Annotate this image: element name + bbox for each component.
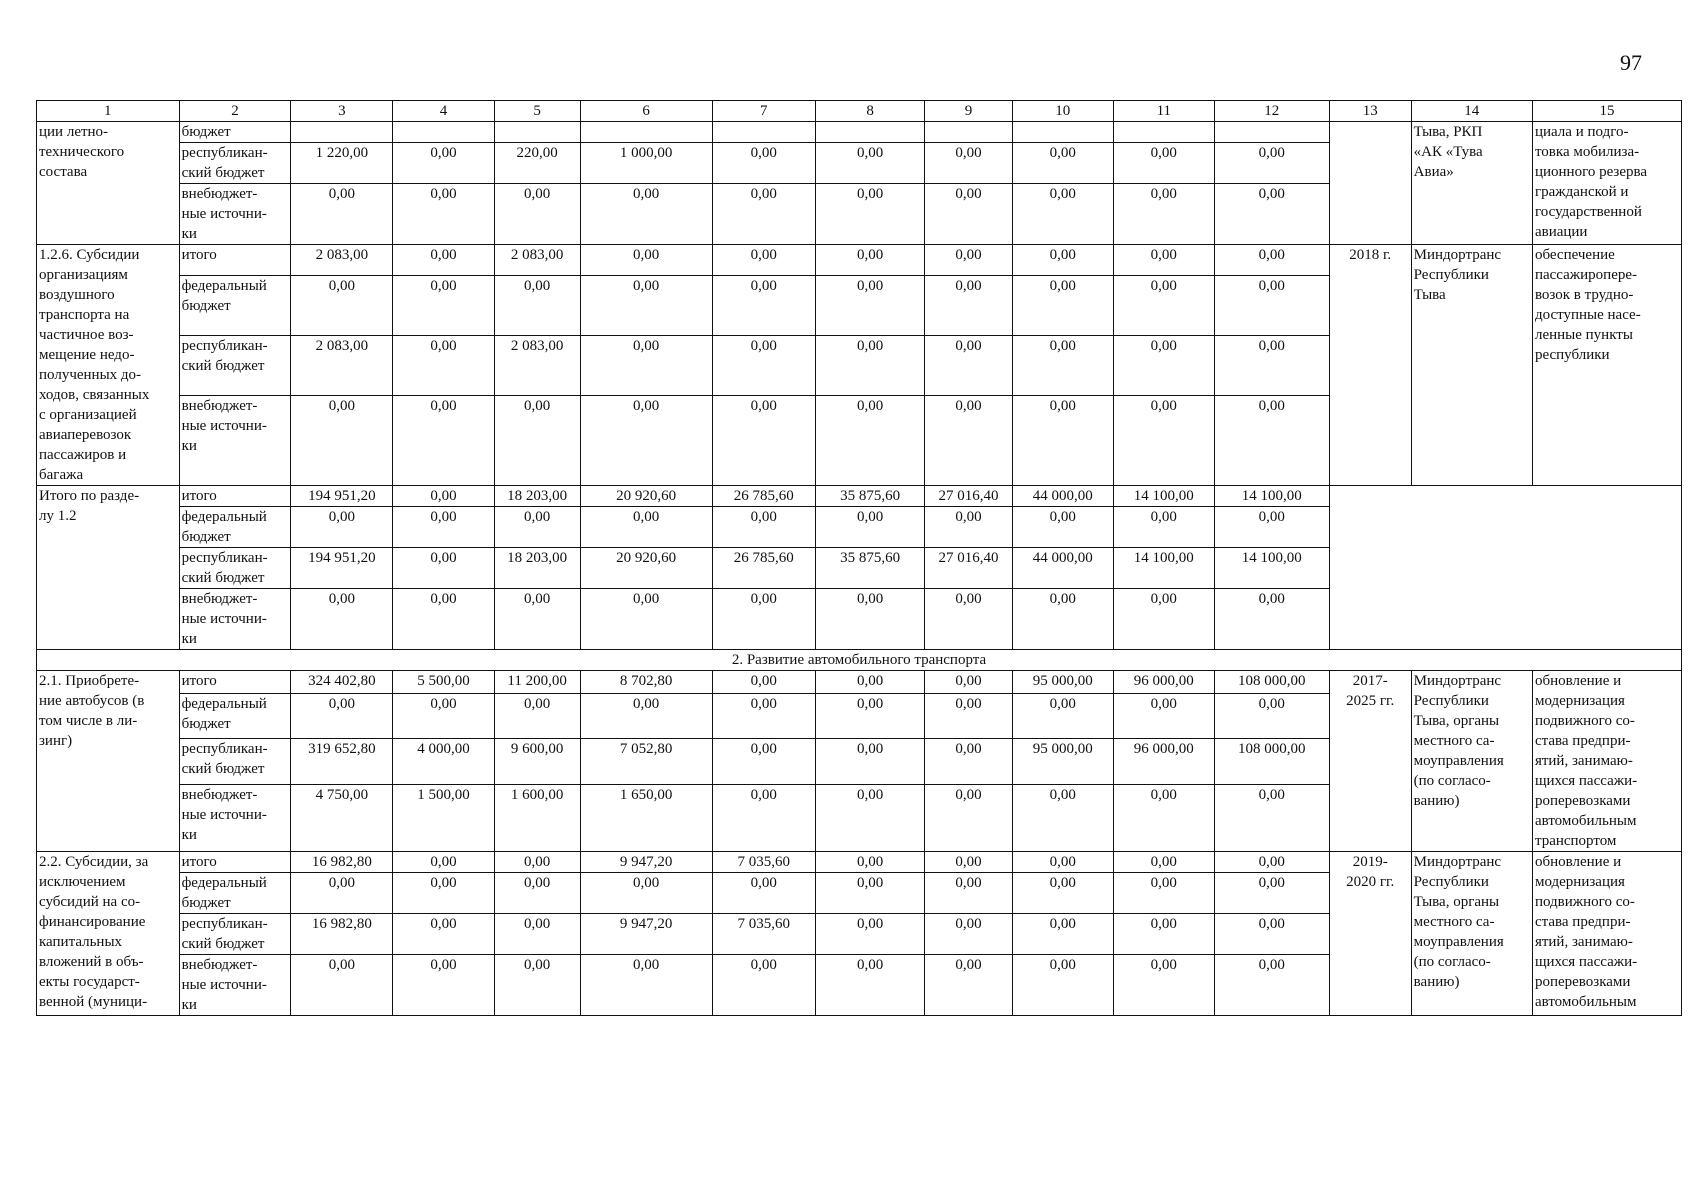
amount-cell: 0,00	[580, 184, 712, 245]
amount-cell: 16 982,80	[291, 852, 393, 873]
amount-cell: 0,00	[712, 396, 815, 486]
amount-cell: 8 702,80	[580, 671, 712, 694]
amount-cell: 0,00	[1012, 852, 1113, 873]
amount-cell: 0,00	[494, 507, 580, 548]
amount-cell: 324 402,80	[291, 671, 393, 694]
amount-cell: 0,00	[1012, 184, 1113, 245]
amount-cell: 0,00	[494, 852, 580, 873]
funding-source: республикан- ский бюджет	[179, 739, 291, 784]
amount-cell: 0,00	[1214, 245, 1329, 276]
amount-cell: 27 016,40	[925, 548, 1012, 589]
funding-source: внебюджет- ные источни- ки	[179, 955, 291, 1016]
funding-source: итого	[179, 486, 291, 507]
column-header: 12	[1214, 101, 1329, 122]
amount-cell: 0,00	[712, 336, 815, 396]
amount-cell: 0,00	[580, 955, 712, 1016]
table-row	[37, 122, 1682, 143]
amount-cell: 0,00	[1012, 396, 1113, 486]
amount-cell: 0,00	[1012, 275, 1113, 335]
amount-cell: 0,00	[494, 589, 580, 650]
amount-cell: 0,00	[393, 694, 494, 739]
amount-cell: 0,00	[393, 275, 494, 335]
amount-cell: 0,00	[580, 336, 712, 396]
amount-cell: 0,00	[494, 955, 580, 1016]
amount-cell: 0,00	[815, 245, 925, 276]
year-cell	[1329, 122, 1411, 245]
table-row	[37, 671, 1682, 694]
funding-source: республикан- ский бюджет	[179, 548, 291, 589]
amount-cell: 0,00	[815, 275, 925, 335]
amount-cell: 2 083,00	[494, 336, 580, 396]
column-header: 9	[925, 101, 1012, 122]
amount-cell: 0,00	[925, 396, 1012, 486]
amount-cell: 35 875,60	[815, 486, 925, 507]
amount-cell: 0,00	[1113, 245, 1214, 276]
executor-cell: Миндортранс Республики Тыва, органы местного са- моуправления (по согласо- ванию)	[1411, 852, 1532, 1016]
funding-source: республикан- ский бюджет	[179, 914, 291, 955]
budget-table	[36, 100, 1682, 1016]
amount-cell: 0,00	[1012, 784, 1113, 851]
amount-cell: 0,00	[1214, 184, 1329, 245]
amount-cell: 0,00	[1012, 914, 1113, 955]
amount-cell: 0,00	[925, 873, 1012, 914]
column-header: 10	[1012, 101, 1113, 122]
amount-cell: 0,00	[712, 143, 815, 184]
amount-cell: 0,00	[1113, 143, 1214, 184]
amount-cell	[712, 122, 815, 143]
amount-cell: 0,00	[393, 396, 494, 486]
amount-cell: 0,00	[925, 671, 1012, 694]
amount-cell: 1 500,00	[393, 784, 494, 851]
funding-source: итого	[179, 852, 291, 873]
amount-cell: 0,00	[393, 914, 494, 955]
amount-cell: 0,00	[393, 245, 494, 276]
amount-cell: 9 947,20	[580, 914, 712, 955]
amount-cell: 2 083,00	[291, 336, 393, 396]
year-cell: 2018 г.	[1329, 245, 1411, 486]
amount-cell: 0,00	[494, 873, 580, 914]
measure-name: 1.2.6. Субсидии организациям воздушного транспорта на частичное воз- мещение недо- полученных до- ходов, связанных с организацией авиаперевозок пассажиров и багажа	[37, 245, 180, 486]
amount-cell: 26 785,60	[712, 486, 815, 507]
amount-cell: 0,00	[1012, 589, 1113, 650]
amount-cell: 0,00	[712, 784, 815, 851]
amount-cell: 0,00	[815, 784, 925, 851]
amount-cell: 1 220,00	[291, 143, 393, 184]
amount-cell: 0,00	[1214, 275, 1329, 335]
amount-cell: 0,00	[712, 739, 815, 784]
amount-cell: 0,00	[393, 955, 494, 1016]
amount-cell: 0,00	[1214, 143, 1329, 184]
amount-cell	[1214, 122, 1329, 143]
amount-cell: 0,00	[580, 396, 712, 486]
amount-cell: 0,00	[815, 852, 925, 873]
amount-cell: 0,00	[925, 694, 1012, 739]
amount-cell: 0,00	[1214, 955, 1329, 1016]
amount-cell: 108 000,00	[1214, 671, 1329, 694]
amount-cell: 0,00	[712, 275, 815, 335]
amount-cell: 0,00	[925, 275, 1012, 335]
amount-cell: 18 203,00	[494, 486, 580, 507]
amount-cell: 0,00	[712, 245, 815, 276]
amount-cell: 0,00	[580, 275, 712, 335]
amount-cell: 0,00	[815, 184, 925, 245]
column-header: 2	[179, 101, 291, 122]
amount-cell: 95 000,00	[1012, 671, 1113, 694]
amount-cell	[1113, 122, 1214, 143]
amount-cell: 0,00	[1113, 784, 1214, 851]
amount-cell: 0,00	[393, 589, 494, 650]
funding-source: итого	[179, 245, 291, 276]
funding-source: внебюджет- ные источни- ки	[179, 784, 291, 851]
amount-cell: 0,00	[1113, 955, 1214, 1016]
amount-cell: 1 600,00	[494, 784, 580, 851]
amount-cell: 0,00	[291, 184, 393, 245]
amount-cell: 9 947,20	[580, 852, 712, 873]
amount-cell: 5 500,00	[393, 671, 494, 694]
amount-cell: 319 652,80	[291, 739, 393, 784]
funding-source: федеральный бюджет	[179, 873, 291, 914]
measure-name: 2.1. Приобрете- ние автобусов (в том числе в ли- зинг)	[37, 671, 180, 852]
amount-cell: 0,00	[393, 852, 494, 873]
amount-cell: 0,00	[815, 671, 925, 694]
amount-cell: 0,00	[494, 184, 580, 245]
result-cell: обновление и модернизация подвижного со- става предпри- ятий, занимаю- щихся пассажи- роперевозками автомобильным	[1532, 852, 1681, 1016]
amount-cell: 0,00	[393, 143, 494, 184]
amount-cell: 0,00	[291, 275, 393, 335]
amount-cell: 9 600,00	[494, 739, 580, 784]
table-row	[37, 852, 1682, 873]
measure-name: ции летно- технического состава	[37, 122, 180, 245]
amount-cell: 0,00	[815, 507, 925, 548]
table-row	[37, 245, 1682, 276]
amount-cell: 0,00	[815, 955, 925, 1016]
amount-cell: 0,00	[393, 184, 494, 245]
amount-cell: 0,00	[925, 589, 1012, 650]
column-header: 3	[291, 101, 393, 122]
executor-cell: Миндортранс Республики Тыва, органы местного са- моуправления (по согласо- ванию)	[1411, 671, 1532, 852]
amount-cell: 0,00	[925, 852, 1012, 873]
year-cell: 2017- 2025 гг.	[1329, 671, 1411, 852]
amount-cell: 0,00	[1214, 507, 1329, 548]
amount-cell: 0,00	[815, 396, 925, 486]
amount-cell: 0,00	[291, 507, 393, 548]
funding-source: республикан- ский бюджет	[179, 336, 291, 396]
amount-cell: 0,00	[1113, 694, 1214, 739]
amount-cell: 11 200,00	[494, 671, 580, 694]
amount-cell: 1 000,00	[580, 143, 712, 184]
funding-source: итого	[179, 671, 291, 694]
section-title: 2. Развитие автомобильного транспорта	[37, 650, 1682, 671]
column-header: 8	[815, 101, 925, 122]
year-cell: 2019- 2020 гг.	[1329, 852, 1411, 1016]
amount-cell: 0,00	[815, 694, 925, 739]
amount-cell: 0,00	[291, 873, 393, 914]
amount-cell: 0,00	[815, 873, 925, 914]
funding-source: федеральный бюджет	[179, 275, 291, 335]
amount-cell: 0,00	[1113, 336, 1214, 396]
amount-cell: 14 100,00	[1214, 486, 1329, 507]
amount-cell: 0,00	[1012, 955, 1113, 1016]
amount-cell: 0,00	[494, 694, 580, 739]
amount-cell: 0,00	[393, 873, 494, 914]
amount-cell: 96 000,00	[1113, 739, 1214, 784]
amount-cell	[291, 122, 393, 143]
amount-cell: 0,00	[580, 694, 712, 739]
column-header: 4	[393, 101, 494, 122]
funding-source: внебюджет- ные источни- ки	[179, 589, 291, 650]
amount-cell: 44 000,00	[1012, 548, 1113, 589]
amount-cell: 96 000,00	[1113, 671, 1214, 694]
amount-cell: 0,00	[925, 507, 1012, 548]
amount-cell: 0,00	[815, 739, 925, 784]
amount-cell: 0,00	[1012, 873, 1113, 914]
amount-cell	[494, 122, 580, 143]
result-cell: циала и подго- товка мобилиза- ционного резерва гражданской и государственной авиации	[1532, 122, 1681, 245]
amount-cell: 2 083,00	[291, 245, 393, 276]
amount-cell: 27 016,40	[925, 486, 1012, 507]
result-cell: обеспечение пассажироперe- возок в трудно- доступные насе- ленные пункты республики	[1532, 245, 1681, 486]
amount-cell: 0,00	[712, 589, 815, 650]
amount-cell: 0,00	[393, 548, 494, 589]
amount-cell: 0,00	[580, 507, 712, 548]
amount-cell: 0,00	[1113, 852, 1214, 873]
column-header: 14	[1411, 101, 1532, 122]
amount-cell: 0,00	[925, 784, 1012, 851]
amount-cell: 0,00	[925, 914, 1012, 955]
amount-cell: 0,00	[925, 955, 1012, 1016]
amount-cell: 16 982,80	[291, 914, 393, 955]
amount-cell: 7 035,60	[712, 914, 815, 955]
amount-cell: 0,00	[393, 486, 494, 507]
amount-cell: 2 083,00	[494, 245, 580, 276]
amount-cell: 0,00	[1113, 589, 1214, 650]
amount-cell: 0,00	[1113, 873, 1214, 914]
amount-cell: 0,00	[1214, 873, 1329, 914]
amount-cell: 0,00	[1214, 589, 1329, 650]
amount-cell: 0,00	[1214, 784, 1329, 851]
column-header: 13	[1329, 101, 1411, 122]
amount-cell: 1 650,00	[580, 784, 712, 851]
table-row	[37, 486, 1682, 507]
amount-cell: 14 100,00	[1214, 548, 1329, 589]
amount-cell: 220,00	[494, 143, 580, 184]
amount-cell: 0,00	[1214, 694, 1329, 739]
column-header: 6	[580, 101, 712, 122]
amount-cell: 35 875,60	[815, 548, 925, 589]
amount-cell: 0,00	[1012, 143, 1113, 184]
executor-cell: Тыва, РКП «АК «Тува Авиа»	[1411, 122, 1532, 245]
column-header: 5	[494, 101, 580, 122]
amount-cell	[580, 122, 712, 143]
amount-cell: 4 000,00	[393, 739, 494, 784]
amount-cell: 0,00	[712, 671, 815, 694]
amount-cell: 0,00	[291, 396, 393, 486]
amount-cell: 44 000,00	[1012, 486, 1113, 507]
amount-cell	[815, 122, 925, 143]
amount-cell: 0,00	[712, 507, 815, 548]
amount-cell: 0,00	[1214, 852, 1329, 873]
blank-cell	[1329, 486, 1681, 650]
amount-cell: 0,00	[1113, 914, 1214, 955]
funding-source: внебюджет- ные источни- ки	[179, 184, 291, 245]
amount-cell: 0,00	[580, 873, 712, 914]
amount-cell: 0,00	[580, 245, 712, 276]
amount-cell: 0,00	[291, 589, 393, 650]
section-row	[37, 650, 1682, 671]
column-header: 11	[1113, 101, 1214, 122]
amount-cell: 0,00	[1214, 396, 1329, 486]
amount-cell: 0,00	[393, 507, 494, 548]
amount-cell: 0,00	[925, 184, 1012, 245]
amount-cell: 4 750,00	[291, 784, 393, 851]
executor-cell: Миндортранс Республики Тыва	[1411, 245, 1532, 486]
column-header: 1	[37, 101, 180, 122]
amount-cell: 0,00	[1113, 396, 1214, 486]
amount-cell: 0,00	[925, 143, 1012, 184]
measure-name: Итого по разде- лу 1.2	[37, 486, 180, 650]
amount-cell: 7 052,80	[580, 739, 712, 784]
amount-cell: 0,00	[925, 245, 1012, 276]
amount-cell: 0,00	[291, 694, 393, 739]
amount-cell	[393, 122, 494, 143]
column-header: 15	[1532, 101, 1681, 122]
amount-cell: 0,00	[1012, 336, 1113, 396]
amount-cell: 20 920,60	[580, 486, 712, 507]
funding-source: внебюджет- ные источни- ки	[179, 396, 291, 486]
amount-cell: 0,00	[393, 336, 494, 396]
amount-cell: 0,00	[925, 739, 1012, 784]
measure-name: 2.2. Субсидии, за исключением субсидий на со- финансирование капитальных вложений в объ- екты государст- венной (муници-	[37, 852, 180, 1016]
amount-cell: 0,00	[712, 184, 815, 245]
amount-cell: 0,00	[494, 914, 580, 955]
amount-cell: 194 951,20	[291, 486, 393, 507]
amount-cell: 0,00	[712, 873, 815, 914]
amount-cell: 0,00	[1012, 507, 1113, 548]
amount-cell: 0,00	[580, 589, 712, 650]
amount-cell: 20 920,60	[580, 548, 712, 589]
amount-cell: 194 951,20	[291, 548, 393, 589]
amount-cell: 14 100,00	[1113, 486, 1214, 507]
amount-cell: 0,00	[815, 143, 925, 184]
amount-cell: 18 203,00	[494, 548, 580, 589]
amount-cell: 0,00	[815, 914, 925, 955]
amount-cell: 0,00	[1113, 507, 1214, 548]
amount-cell: 0,00	[291, 955, 393, 1016]
amount-cell: 14 100,00	[1113, 548, 1214, 589]
amount-cell: 0,00	[494, 396, 580, 486]
amount-cell: 0,00	[1214, 914, 1329, 955]
amount-cell: 7 035,60	[712, 852, 815, 873]
amount-cell: 95 000,00	[1012, 739, 1113, 784]
page-number: 97	[1620, 50, 1642, 75]
funding-source: бюджет	[179, 122, 291, 143]
amount-cell: 0,00	[1113, 275, 1214, 335]
funding-source: республикан- ский бюджет	[179, 143, 291, 184]
amount-cell: 0,00	[1012, 694, 1113, 739]
result-cell: обновление и модернизация подвижного со- става предпри- ятий, занимаю- щихся пассажи- роперевозками автомобильным транспортом	[1532, 671, 1681, 852]
header-row	[37, 101, 1682, 122]
amount-cell: 0,00	[712, 694, 815, 739]
funding-source: федеральный бюджет	[179, 507, 291, 548]
amount-cell: 0,00	[712, 955, 815, 1016]
amount-cell: 26 785,60	[712, 548, 815, 589]
amount-cell: 0,00	[815, 589, 925, 650]
column-header: 7	[712, 101, 815, 122]
funding-source: федеральный бюджет	[179, 694, 291, 739]
amount-cell: 0,00	[1214, 336, 1329, 396]
amount-cell	[1012, 122, 1113, 143]
amount-cell: 108 000,00	[1214, 739, 1329, 784]
amount-cell	[925, 122, 1012, 143]
amount-cell: 0,00	[1012, 245, 1113, 276]
amount-cell: 0,00	[925, 336, 1012, 396]
amount-cell: 0,00	[1113, 184, 1214, 245]
amount-cell: 0,00	[815, 336, 925, 396]
amount-cell: 0,00	[494, 275, 580, 335]
